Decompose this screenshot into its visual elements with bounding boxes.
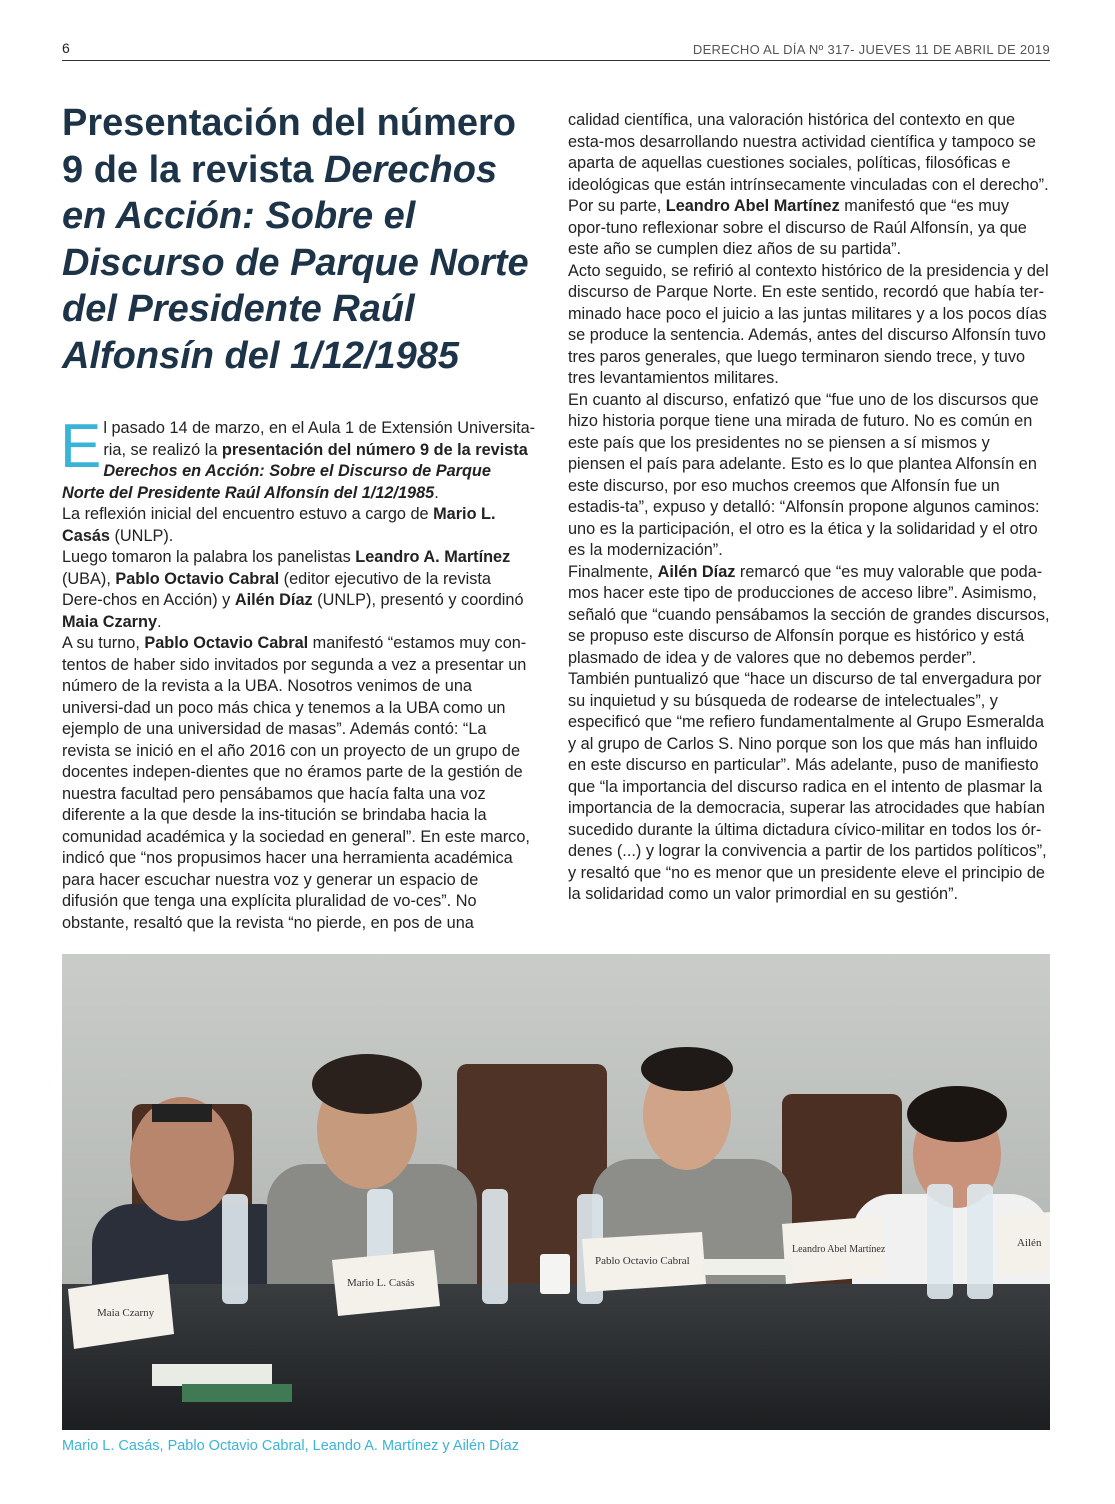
paragraph-1 <box>60 412 536 504</box>
title-italic: Derechos en Acción: Sobre el Discurso de Parque Norte del Presidente Raúl Alfonsín del 1/12/1985 <box>62 148 529 377</box>
name-card-5 <box>997 1212 1050 1276</box>
name-card-5-text: Ailén <box>1017 1237 1042 1249</box>
r5-b: Ailén Díaz <box>657 562 736 581</box>
paragraph-r1: calidad científica, una valoración histórica del contexto en que esta-mos desarrollando nuestra actividad científica y tampoco se aparta de aquellas cuestiones sociales, políticas, filosóficas e ideológicas que están intrínsecamente vinculadas con el derecho”. <box>568 111 1049 194</box>
header-rule <box>62 60 1050 61</box>
r2-a: Por su parte, <box>568 197 666 215</box>
r5-c: remarcó que “es muy valorable que poda-mos hacer este tipo de producciones de acceso libre”. Asimismo, señaló que “cuando pensábamos la sección de grandes discursos, se propuso este discurso de Alfonsín porque es histórico y está plasmado de idea y de valores que no debemos perder”. <box>568 562 1050 667</box>
page-number: 6 <box>62 40 70 56</box>
name-card-3-text: Pablo Octavio Cabral <box>595 1255 690 1267</box>
article-title <box>62 100 542 379</box>
p3-e: (editor ejecutivo de la revista Dere-chos en Acción) y <box>62 569 491 609</box>
right-column <box>568 110 1050 906</box>
photo-caption: Mario L. Casás, Pablo Octavio Cabral, Leando A. Martínez y Ailén Díaz <box>62 1438 519 1454</box>
name-card-2 <box>332 1250 440 1316</box>
p3-g: (UNLP), presentó y coordinó <box>312 591 524 609</box>
running-head: DERECHO AL DÍA Nº 317- JUEVES 11 DE ABRIL DE 2019 <box>692 42 1050 57</box>
drop-cap: E <box>60 412 102 481</box>
paragraph-r4: En cuanto al discurso, enfatizó que “fue uno de los discursos que hizo historia porque tiene una mirada de futuro. No es común en este país que los presidentes no se piensen a sí mismos y piensen el país para adelante. Esto es lo que plantea Alfonsín en este discurso, por eso muchos creemos que Alfonsín fue un estadis-ta”, expuso y detalló: “Alfonsín propone algunos caminos: uno es la participación, el otro es la ética y la solidaridad y el otro es la modernización”. <box>568 390 1040 559</box>
p2-bold: Mario L. Casás <box>62 505 496 545</box>
p3-h: Maia Czarny <box>62 612 158 631</box>
name-card-4 <box>782 1216 886 1284</box>
paragraph-r3: Acto seguido, se refirió al contexto histórico de la presidencia y del discurso de Parque Norte. En este sentido, recordó que había ter-minado hace poco el juicio a las juntas militares y a los pocos días se produce la sentencia. Además, antes del discurso Alfonsín tuvo tres paros generales, que luego terminaron siendo trece, y tuvo tres levantamientos militares. <box>568 261 1049 387</box>
paragraph-3 <box>62 547 536 633</box>
r2-c: manifestó que “es muy opor-tuno reflexionar sobre el discurso de Raúl Alfonsín, ya que este año se cumplen diez años de su partida”. <box>568 197 1027 258</box>
p4-c: manifestó “estamos muy con-tentos de haber sido invitados por segunda a vez a presentar un número de la revista a la UBA. Nosotros venimos de una universi-dad un poco más chica y tenemos a la UBA como un ejemplo de una universidad de masas”. Además contó: “La revista se inició en el año 2016 con un proyecto de un grupo de docentes indepen-dientes que no éramos parte de la gestión de nuestra facultad pero pensábamos que hacía falta una voz diferente a la que desde la ins-titución se brindaba hacia la comunidad académica y la sociedad en general”. En este marco, indicó que “nos propusimos hacer una herramienta académica para hacer escuchar nuestra voz y generar un espacio de difusión que tenga una explícita pluralidad de vo-ces”. No obstante, resaltó que la revista “no pierde, en pos de una <box>62 634 530 932</box>
p3-a: Luego tomaron la palabra los panelistas <box>62 548 356 566</box>
r5-a: Finalmente, <box>568 562 658 581</box>
p3-i: . <box>157 612 162 631</box>
p3-b: Leandro A. Martínez <box>355 548 511 566</box>
name-card-3 <box>582 1232 706 1292</box>
paragraph-2 <box>62 504 536 547</box>
name-card-4-text: Leandro Abel Martínez <box>792 1244 886 1255</box>
p1-end: . <box>434 483 439 502</box>
p2-text: La reflexión inicial del encuentro estuvo a cargo de <box>62 505 434 523</box>
left-column <box>60 412 536 934</box>
p3-c: (UBA), <box>62 569 116 588</box>
paragraph-r2 <box>568 196 1050 261</box>
p1-bold: presentación del número 9 de la revista <box>221 440 528 459</box>
name-card-2-text: Mario L. Casás <box>347 1277 415 1289</box>
p4-a: A su turno, <box>62 634 145 652</box>
p3-d: Pablo Octavio Cabral <box>115 569 280 588</box>
p1-bold-italic: Derechos en Acción: Sobre el Discurso de Parque Norte del Presidente Raúl Alfonsín del 1/12/1985 <box>62 462 491 502</box>
paragraph-r5 <box>568 562 1050 670</box>
p1-text: l pasado 14 de marzo, en el Aula 1 de Extensión Universita-ria, se realizó la <box>103 419 536 459</box>
p2-end: (UNLP). <box>109 526 174 545</box>
paragraph-4 <box>62 633 536 934</box>
event-photo <box>62 954 1050 1430</box>
name-card-1-text: Maia Czarny <box>97 1307 155 1319</box>
p4-b: Pablo Octavio Cabral <box>144 634 309 652</box>
paragraph-r6: También puntualizó que “hace un discurso de tal envergadura por su inquietud y su búsqueda de rodearse de intelectuales”, y especificó que “me refiero fundamentalmente al Grupo Esmeralda y al grupo de Carlos S. Nino porque son los que más han influido en este discurso en particular”. Más adelante, puso de manifiesto que “la importancia del discurso radica en el intento de plasmar la importancia de la democracia, superar las atrocidades que habían sucedido durante la última dictadura cívico-militar en todos los ór-denes (...) y lograr la convivencia a partir de los partidos políticos”, y resaltó que “no es menor que un presidente eleve el principio de la solidaridad como un valor primordial en su gestión”. <box>568 670 1047 903</box>
title-plain: Presentación del número 9 de la revista <box>62 102 517 191</box>
p3-f: Ailén Díaz <box>234 591 313 609</box>
photo-illustration <box>62 954 1050 1430</box>
r2-b: Leandro Abel Martínez <box>665 197 840 215</box>
